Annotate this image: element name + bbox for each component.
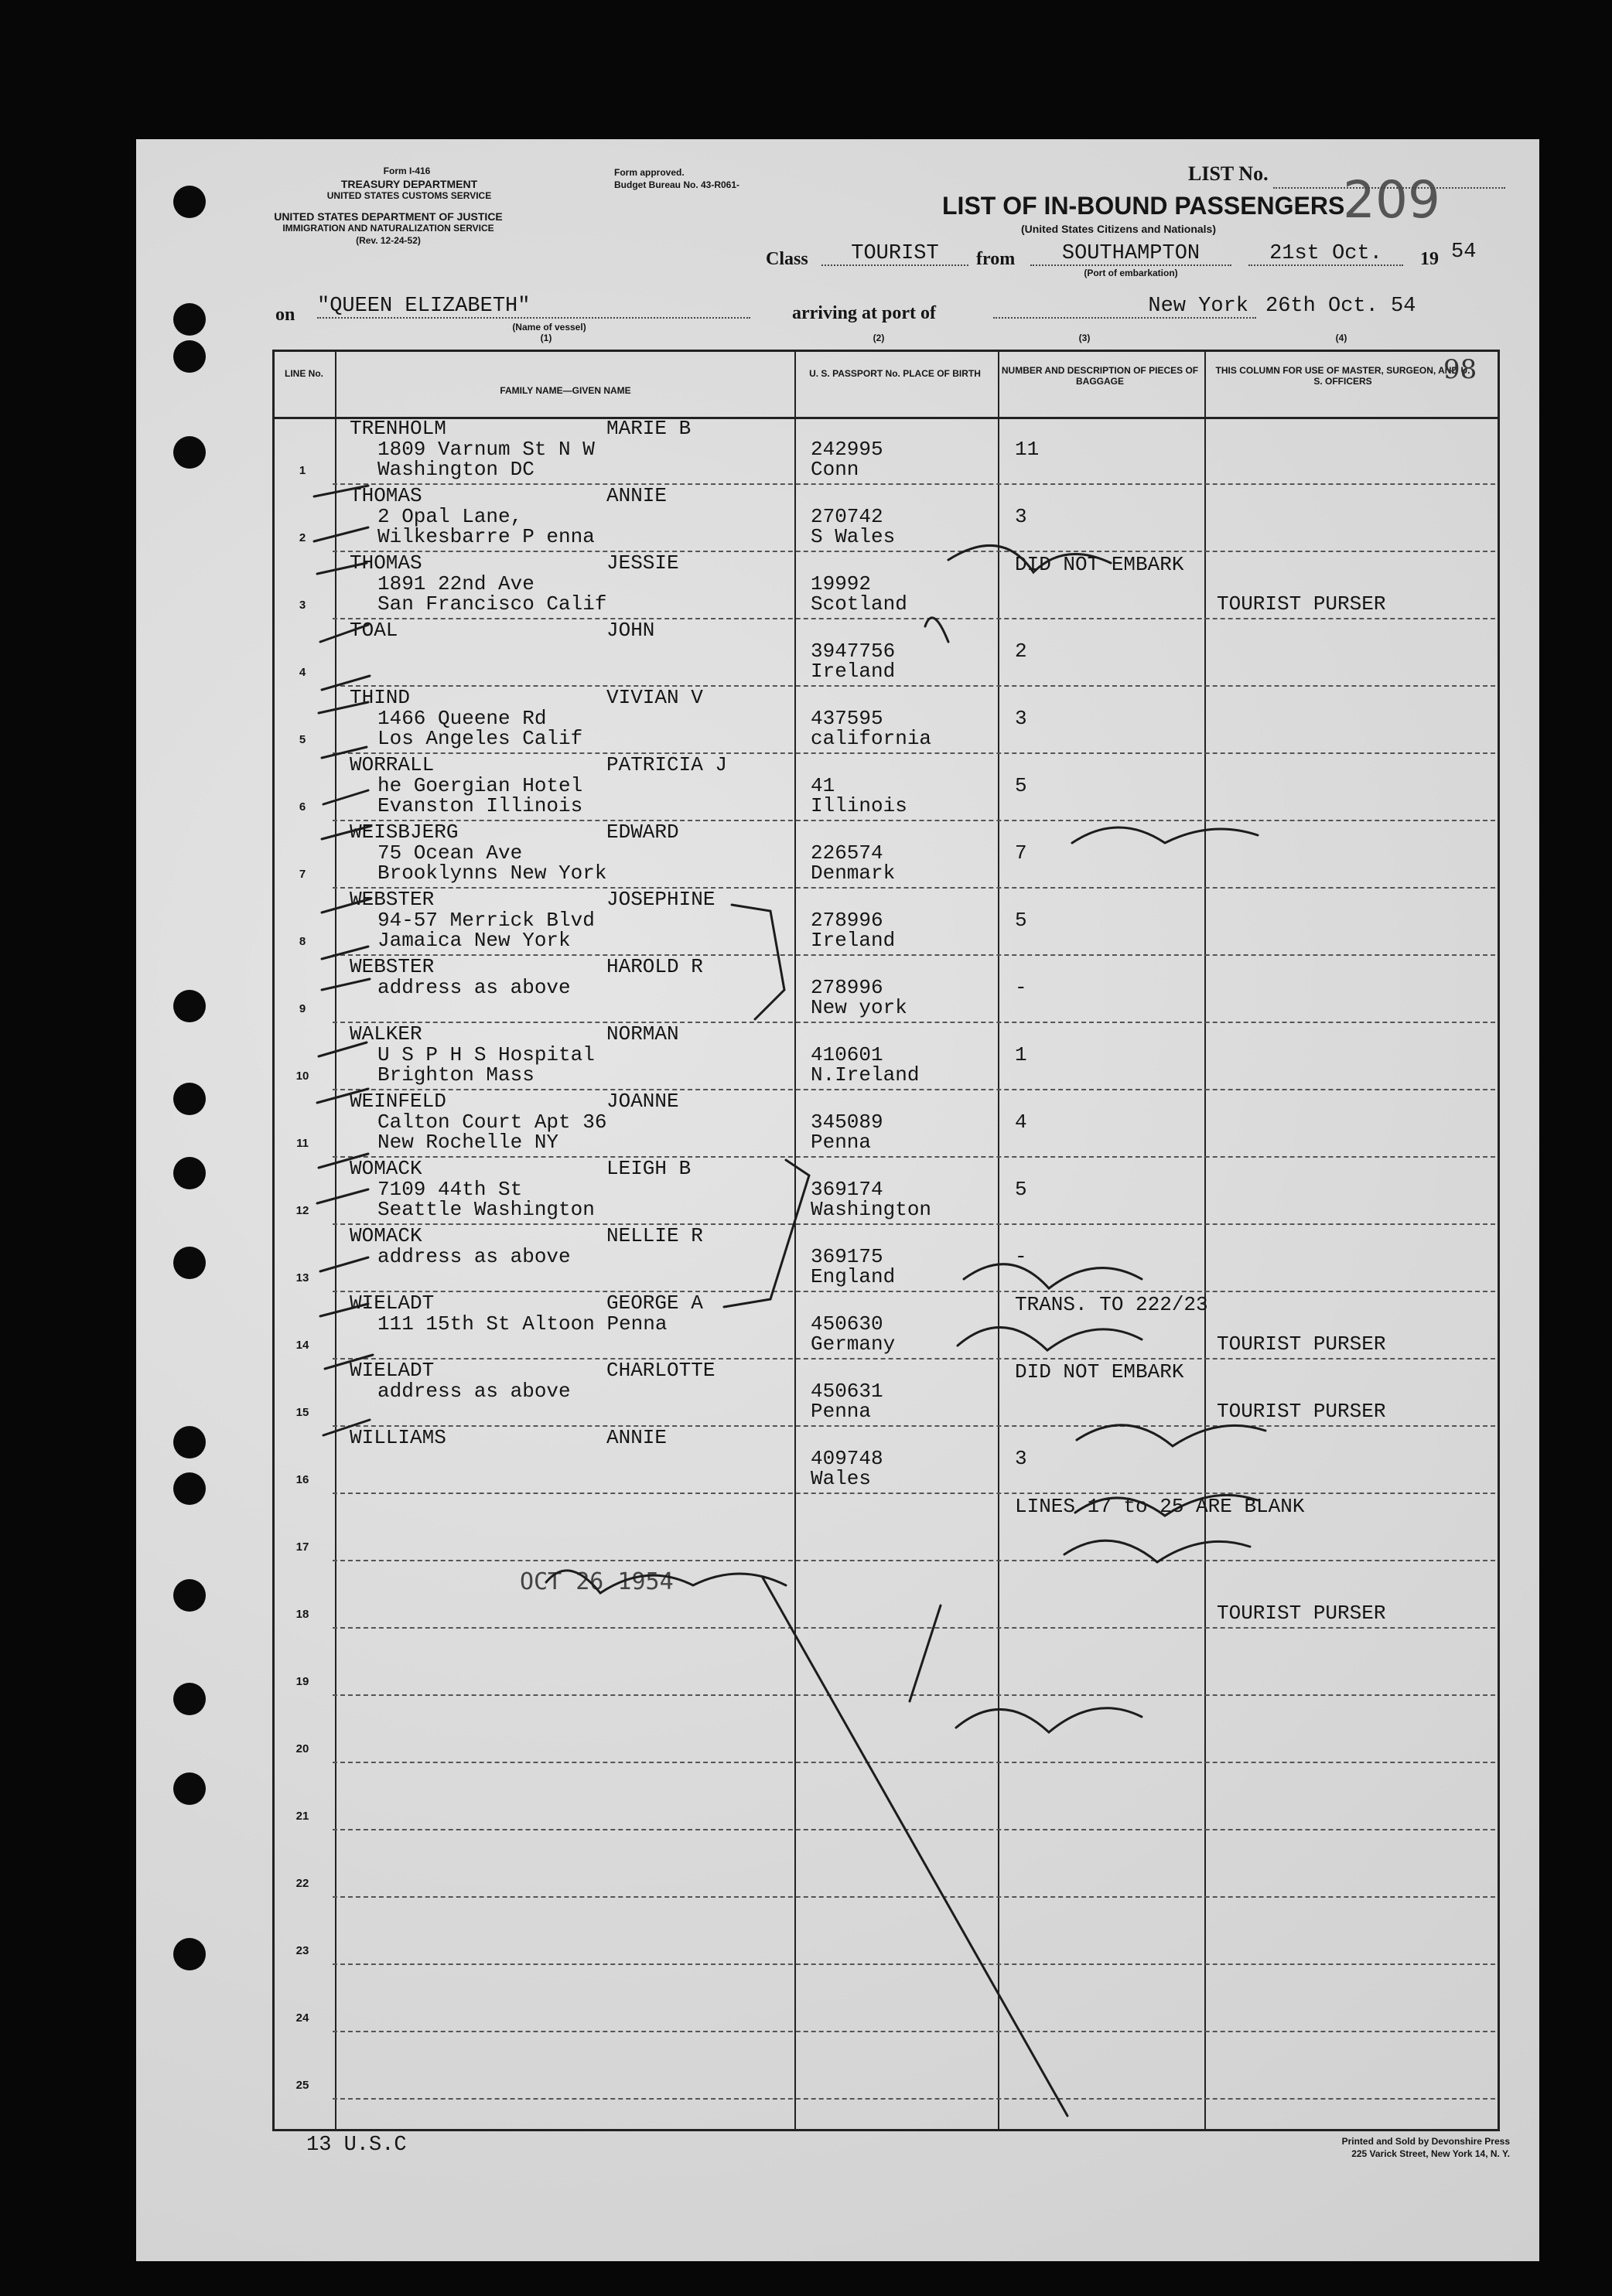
family-name: WILLIAMS <box>350 1426 446 1449</box>
vessel-name: "QUEEN ELIZABETH" <box>317 295 750 319</box>
address-line-1: he Goergian Hotel <box>377 774 583 797</box>
baggage-count: 7 <box>1015 841 1027 865</box>
family-name: TOAL <box>350 619 398 642</box>
family-name: WIELADT <box>350 1291 435 1315</box>
row-note: TRANS. TO 222/23 <box>1015 1293 1208 1316</box>
family-name: THOMAS <box>350 484 422 507</box>
baggage-count: 5 <box>1015 1178 1027 1201</box>
passport-number: 242995 <box>811 438 883 461</box>
line-number: 11 <box>296 1137 309 1150</box>
address-line-2: Wilkesbarre P enna <box>377 525 595 548</box>
page-mark: 98 <box>1443 354 1477 385</box>
printer-line-1: Printed and Sold by Devonshire Press <box>1341 2136 1510 2147</box>
baggage-count: 3 <box>1015 1447 1027 1470</box>
given-name: JOANNE <box>606 1090 679 1113</box>
passport-number: 410601 <box>811 1043 883 1066</box>
officer-note: TOURIST PURSER <box>1217 1602 1386 1625</box>
department-of-justice: UNITED STATES DEPARTMENT OF JUSTICE <box>274 210 503 223</box>
family-name: WEISBJERG <box>350 820 459 844</box>
baggage-count: 2 <box>1015 640 1027 663</box>
family-name: THOMAS <box>350 551 422 575</box>
baggage-count: - <box>1015 1245 1027 1268</box>
year-value: 54 <box>1451 241 1477 264</box>
place-of-birth: Germany <box>811 1332 896 1356</box>
family-name: WOMACK <box>350 1157 422 1180</box>
line-number: 9 <box>299 1002 306 1015</box>
line-number: 10 <box>295 1070 309 1083</box>
given-name: JESSIE <box>606 551 679 575</box>
line-number: 19 <box>295 1675 309 1688</box>
given-name: VIVIAN V <box>606 686 703 709</box>
address-line-1: 75 Ocean Ave <box>377 841 523 865</box>
baggage-count: 5 <box>1015 774 1027 797</box>
pen-marks <box>136 139 1539 2261</box>
given-name: GEORGE A <box>606 1291 703 1315</box>
line-number: 15 <box>295 1406 309 1419</box>
list-title: LIST OF IN-BOUND PASSENGERS <box>942 192 1345 220</box>
line-number: 22 <box>295 1877 309 1890</box>
vessel-caption: (Name of vessel) <box>512 322 586 333</box>
baggage-count: - <box>1015 976 1027 999</box>
family-name: WIELADT <box>350 1359 435 1382</box>
year-prefix: 19 <box>1420 249 1439 269</box>
address-line-1: 111 15th St Altoon Penna <box>377 1312 668 1336</box>
address-line-2: Washington DC <box>377 458 534 481</box>
place-of-birth: Scotland <box>811 592 907 616</box>
line-number: 12 <box>295 1204 309 1217</box>
passport-number: 19992 <box>811 572 872 595</box>
line-number: 8 <box>299 935 306 948</box>
address-line-2: Brooklynns New York <box>377 861 607 885</box>
place-of-birth: california <box>811 727 932 750</box>
address-line-2: New Rochelle NY <box>377 1131 559 1154</box>
address-line-1: 1891 22nd Ave <box>377 572 534 595</box>
passport-number: 369174 <box>811 1178 883 1201</box>
line-number: 20 <box>295 1742 309 1755</box>
place-of-birth: Illinois <box>811 794 907 817</box>
given-name: MARIE B <box>606 417 692 440</box>
address-line-2: San Francisco Calif <box>377 592 607 616</box>
officer-note: TOURIST PURSER <box>1217 1332 1386 1356</box>
class-value: TOURIST <box>821 243 968 266</box>
arrival-port: New York <box>993 295 1256 319</box>
given-name: ANNIE <box>606 484 668 507</box>
line-number: 13 <box>295 1271 309 1284</box>
from-label: from <box>976 249 1016 269</box>
header-line-no: LINE No. <box>285 368 323 379</box>
line-number: 4 <box>299 666 306 679</box>
passport-number: 369175 <box>811 1245 883 1268</box>
revision-date: (Rev. 12-24-52) <box>356 235 421 246</box>
address-line-2: Seattle Washington <box>377 1198 595 1221</box>
on-label: on <box>275 305 295 325</box>
given-name: ANNIE <box>606 1426 668 1449</box>
passport-number: 278996 <box>811 976 883 999</box>
printer-line-2: 225 Varick Street, New York 14, N. Y. <box>1351 2148 1510 2159</box>
address-line-1: 1466 Queene Rd <box>377 707 547 730</box>
line-number: 21 <box>295 1810 309 1823</box>
given-name: PATRICIA J <box>606 753 728 776</box>
address-line-1: Calton Court Apt 36 <box>377 1110 607 1134</box>
given-name: CHARLOTTE <box>606 1359 715 1382</box>
passport-number: 437595 <box>811 707 883 730</box>
place-of-birth: N.Ireland <box>811 1063 920 1087</box>
passport-number: 3947756 <box>811 640 896 663</box>
list-subtitle: (United States Citizens and Nationals) <box>1020 223 1217 235</box>
passport-number: 450631 <box>811 1380 883 1403</box>
line-number: 14 <box>295 1339 309 1352</box>
address-line-2: Brighton Mass <box>377 1063 534 1087</box>
place-of-birth: Penna <box>811 1131 872 1154</box>
family-name: WORRALL <box>350 753 435 776</box>
given-name: JOSEPHINE <box>606 888 715 911</box>
immigration-service: IMMIGRATION AND NATURALIZATION SERVICE <box>282 223 494 234</box>
given-name: JOHN <box>606 619 655 642</box>
address-line-1: address as above <box>377 976 571 999</box>
address-line-1: address as above <box>377 1380 571 1403</box>
address-line-1: U S P H S Hospital <box>377 1043 595 1066</box>
col-2-marker: (2) <box>873 333 885 343</box>
family-name: TRENHOLM <box>350 417 446 440</box>
line-number: 3 <box>299 599 306 612</box>
address-line-1: 1809 Varnum St N W <box>377 438 595 461</box>
baggage-count: 11 <box>1015 438 1040 461</box>
given-name: NORMAN <box>606 1022 679 1046</box>
manifest-sheet <box>136 139 1539 2261</box>
passport-number: 450630 <box>811 1312 883 1336</box>
arrival-date: 26th Oct. 54 <box>1265 295 1416 318</box>
col-1-marker: (1) <box>540 333 552 343</box>
treasury-department: TREASURY DEPARTMENT <box>340 178 478 190</box>
line-number: 24 <box>295 2011 309 2025</box>
place-of-birth: S Wales <box>811 525 896 548</box>
given-name: HAROLD R <box>606 955 703 978</box>
arrival-stamp: OCT 26 1954 <box>520 1568 674 1595</box>
officer-note: TOURIST PURSER <box>1217 1400 1386 1423</box>
family-name: THIND <box>350 686 411 709</box>
line-number: 17 <box>295 1540 309 1554</box>
row-note: DID NOT EMBARK <box>1015 1360 1184 1383</box>
port-caption: (Port of embarkation) <box>1084 268 1178 278</box>
family-name: WEINFELD <box>350 1090 446 1113</box>
place-of-birth: Washington <box>811 1198 932 1221</box>
place-of-birth: Wales <box>811 1467 872 1490</box>
header-baggage: NUMBER AND DESCRIPTION OF PIECES OF BAGGAGE <box>1001 365 1199 387</box>
line-number: 2 <box>299 531 306 544</box>
passport-number: 41 <box>811 774 835 797</box>
line-number: 25 <box>295 2079 309 2092</box>
passport-number: 409748 <box>811 1447 883 1470</box>
address-line-1: 94-57 Merrick Blvd <box>377 909 595 932</box>
family-name: WOMACK <box>350 1224 422 1247</box>
port-of-embarkation: SOUTHAMPTON <box>1030 243 1231 266</box>
col-3-marker: (3) <box>1078 333 1091 343</box>
address-line-2: Jamaica New York <box>377 929 571 952</box>
given-name: EDWARD <box>606 820 679 844</box>
place-of-birth: Denmark <box>811 861 896 885</box>
line-number: 23 <box>295 1944 309 1957</box>
family-name: WALKER <box>350 1022 422 1046</box>
baggage-count: 3 <box>1015 707 1027 730</box>
address-line-1: address as above <box>377 1245 571 1268</box>
place-of-birth: Ireland <box>811 660 896 683</box>
given-name: LEIGH B <box>606 1157 692 1180</box>
line-number: 1 <box>299 464 306 477</box>
baggage-count: 1 <box>1015 1043 1027 1066</box>
class-label: Class <box>766 249 808 269</box>
arriving-label: arriving at port of <box>792 303 936 323</box>
baggage-count: 3 <box>1015 505 1027 528</box>
list-no-label: LIST No. <box>1188 162 1269 185</box>
passport-number: 270742 <box>811 505 883 528</box>
baggage-count: 5 <box>1015 909 1027 932</box>
place-of-birth: Conn <box>811 458 859 481</box>
form-approved: Form approved. <box>614 167 685 178</box>
header-family-name: FAMILY NAME—GIVEN NAME <box>500 385 631 396</box>
budget-bureau: Budget Bureau No. 43-R061- <box>614 179 740 190</box>
header-officers: THIS COLUMN FOR USE OF MASTER, SURGEON, AND U. S. OFFICERS <box>1215 365 1470 387</box>
header-passport: U. S. PASSPORT No. PLACE OF BIRTH <box>809 368 981 379</box>
row-note: DID NOT EMBARK <box>1015 553 1184 576</box>
line-number: 5 <box>299 733 306 746</box>
place-of-birth: Penna <box>811 1400 872 1423</box>
place-of-birth: Ireland <box>811 929 896 952</box>
footer-code: 13 U.S.C <box>306 2134 407 2157</box>
family-name: WEBSTER <box>350 955 435 978</box>
line-number: 7 <box>299 868 306 881</box>
customs-service: UNITED STATES CUSTOMS SERVICE <box>326 190 492 201</box>
line-number: 6 <box>299 800 306 814</box>
form-number: Form I-416 <box>383 165 431 176</box>
baggage-count: 4 <box>1015 1110 1027 1134</box>
address-line-1: 2 Opal Lane, <box>377 505 523 528</box>
line-number: 16 <box>295 1473 309 1486</box>
embarkation-date: 21st Oct. <box>1248 243 1403 266</box>
family-name: WEBSTER <box>350 888 435 911</box>
address-line-1: 7109 44th St <box>377 1178 523 1201</box>
row-note: LINES 17 to 25 ARE BLANK <box>1015 1495 1305 1518</box>
place-of-birth: New york <box>811 996 907 1019</box>
address-line-2: Los Angeles Calif <box>377 727 583 750</box>
given-name: NELLIE R <box>606 1224 703 1247</box>
passport-number: 278996 <box>811 909 883 932</box>
passport-number: 226574 <box>811 841 883 865</box>
list-number: 209 <box>1343 170 1440 230</box>
col-4-marker: (4) <box>1335 333 1347 343</box>
address-line-2: Evanston Illinois <box>377 794 583 817</box>
passport-number: 345089 <box>811 1110 883 1134</box>
line-number: 18 <box>295 1608 309 1621</box>
officer-note: TOURIST PURSER <box>1217 592 1386 616</box>
place-of-birth: England <box>811 1265 896 1288</box>
